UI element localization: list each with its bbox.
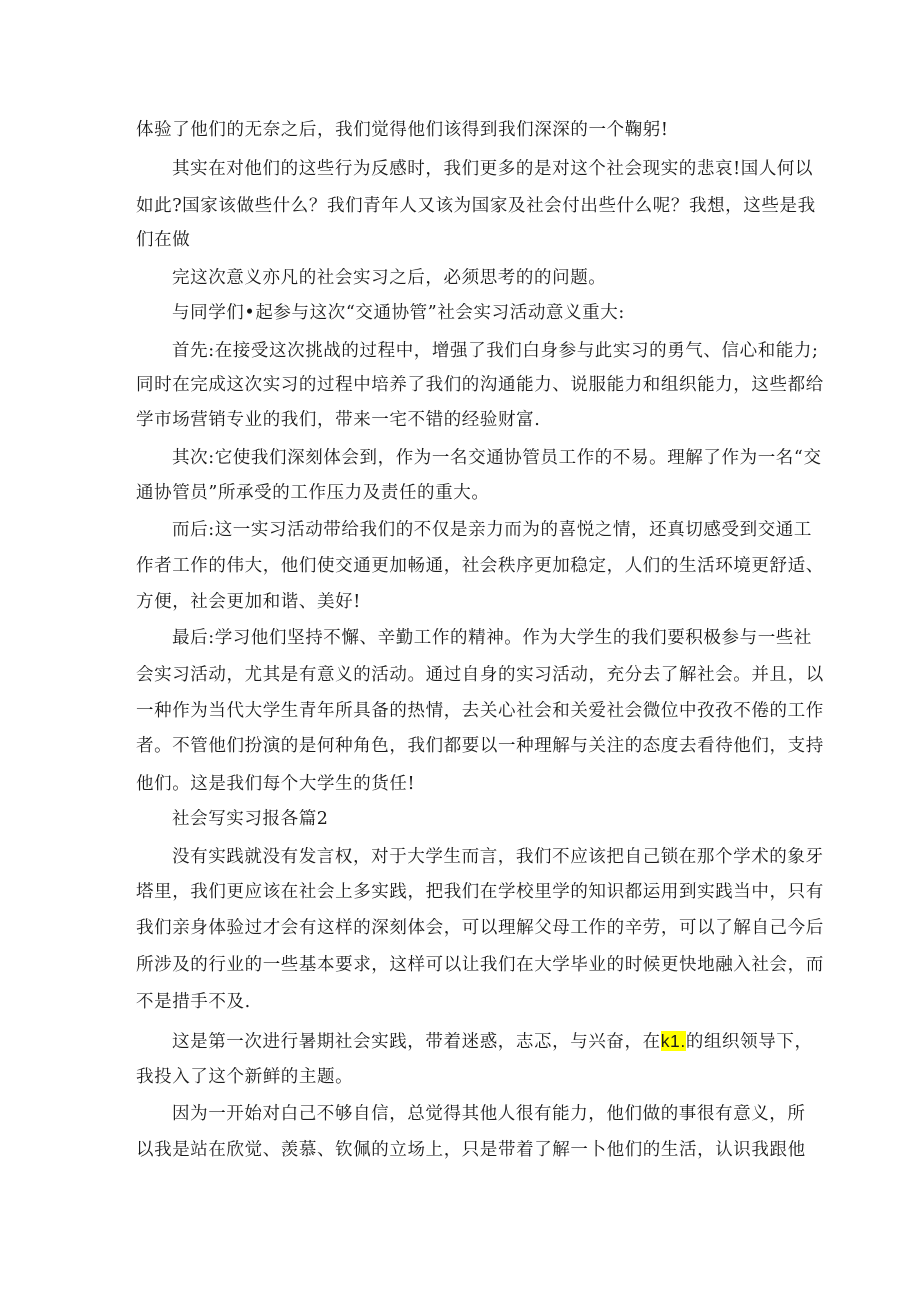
text-line: 其次:它使我们深刻体会到，作为一名交通协管员工作的不易。理解了作为一名“交 [172, 448, 822, 468]
text-segment: 的组织领导下， [685, 1032, 813, 1052]
text-line: 塔里，我们更应该在社会上多实践，把我们在学校里学的知识都运用到实践当中，只有 [136, 882, 824, 902]
text-line: 完这次意义亦凡的社会实习之后，必须思考的的问题。 [172, 268, 607, 288]
text-line: 以我是站在欣觉、羡慕、钦佩的立场上，只是带着了解一卜他们的生活，认识我跟他 [136, 1140, 806, 1160]
text-line: 没有实践就没有发言权，对于大学生而言，我们不应该把自己锁在那个学术的象牙 [172, 847, 824, 867]
text-line: 学市场营销专业的我们，带来一宅不错的经验财富. [136, 410, 541, 430]
text-line: 方便，社会更加和谐、美好! [136, 592, 361, 612]
text-line: 与同学们•起参与这次“交通协管”社会实习活动意义重大: [172, 303, 625, 323]
text-line: 们在做 [136, 230, 191, 250]
text-line: 作者工作的伟大，他们使交通更加畅通，社会秩序更加稳定，人们的生活环境更舒适、 [136, 556, 824, 576]
text-line: 体验了他们的无奈之后，我们觉得他们该得到我们深深的一个鞠躬! [136, 120, 669, 140]
text-line: 者。不管他们扮演的是何种角色，我们都要以一种理解与关注的态度去看待他们，支持 [136, 736, 824, 756]
text-line: 不是措手不及. [136, 992, 251, 1012]
text-line: 因为一开始对白己不够自信，总觉得其他人很有能力，他们做的事很有意义，所 [172, 1104, 806, 1124]
text-line: 其实在对他们的这些行为反感时，我们更多的是对这个社会现实的悲哀!国人何以 [172, 159, 814, 179]
text-line: 会实习活动，尤其是有意义的活动。通过自身的实习活动，充分去了解社会。并且，以 [136, 665, 824, 685]
text-line: 首先:在接受这次挑战的过程中，增强了我们白身参与此实习的勇气、信心和能力; [172, 341, 819, 361]
text-segment: 这是第一次进行暑期社会实践，带着迷惑，志忑，与兴奋，在 [172, 1032, 661, 1052]
text-line: 而后:这一实习活动带给我们的不仅是亲力而为的喜悦之情，还真切感受到交通工 [172, 520, 812, 540]
text-line: 他们。这是我们每个大学生的货任! [136, 774, 416, 794]
text-line: 我投入了这个新鲜的主题。 [136, 1067, 354, 1087]
text-line: 我们亲身体验过才会有这样的深刻体会，可以理解父母工作的辛劳，可以了解自己今后 [136, 918, 824, 938]
text-line: 如此?国家该做些什么？我们青年人又该为国家及社会付出些什么呢？我想，这些是我 [136, 196, 816, 216]
text-line: 通协管员”所承受的工作压力及责任的重大。 [136, 483, 490, 503]
section-heading: 社会写实习报各篇2 [172, 809, 329, 829]
text-line: 一种作为当代大学生青年所具备的热情，去关心社会和关爱社会微位中孜孜不倦的工作 [136, 701, 824, 721]
text-line: 所涉及的行业的一些基本要求，这样可以让我们在大学毕业的时候更快地融入社会，而 [136, 955, 824, 975]
text-line-highlighted [172, 1029, 813, 1054]
highlighted-text: k1. [660, 1031, 686, 1051]
text-line: 同时在完成这次实习的过程中培养了我们的沟通能力、说服能力和组织能力，这些都给 [136, 375, 824, 395]
text-line: 最后:学习他们坚持不懈、辛勤工作的精神。作为大学生的我们要积极参与一些社 [172, 628, 812, 648]
